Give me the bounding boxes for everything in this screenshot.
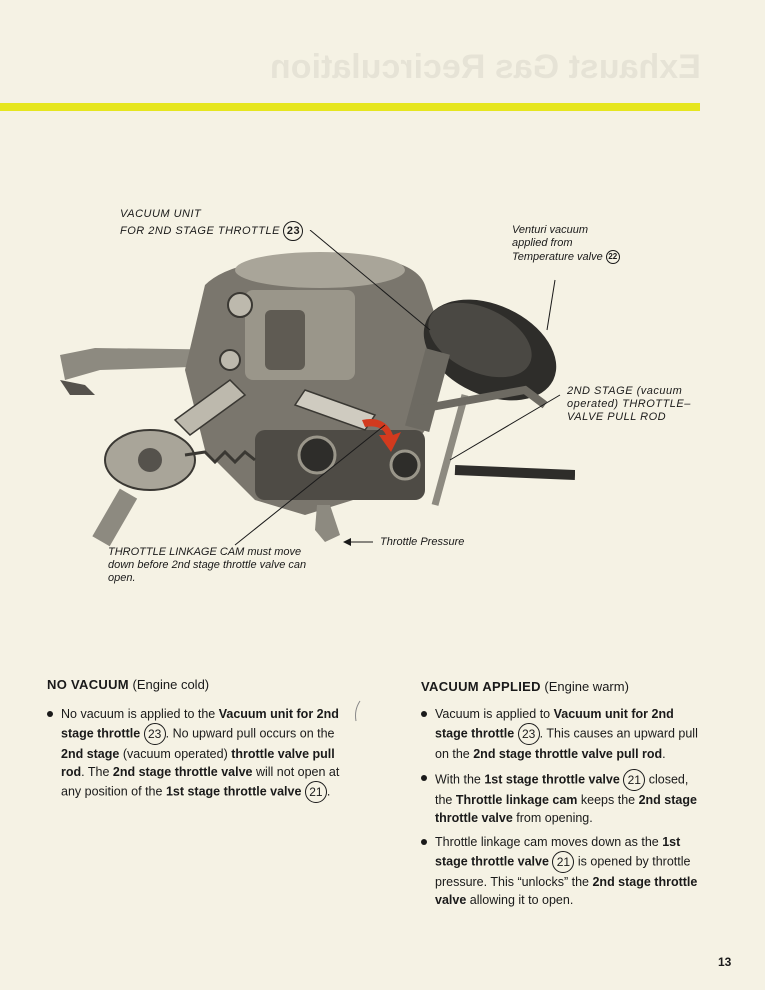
callout-throttle-pressure: Throttle Pressure [380, 536, 465, 548]
list-item: With the 1st stage throttle valve 21 closed, the Throttle linkage cam keeps the 2nd stage throttle valve from opening. [421, 769, 706, 827]
linkage-cam [299, 437, 335, 473]
item-number-23: 23 [518, 723, 540, 745]
no-vacuum-list [47, 705, 347, 809]
carburetor-top [235, 252, 405, 288]
callout-vacuum-unit: VACUUM UNIT FOR 2ND STAGE THROTTLE 23 [120, 208, 303, 241]
bleed-through-title: Exhaust Gas Recirculation [270, 48, 701, 86]
callout-venturi-vacuum: Venturi vacuum applied from Temperature valve 22 [512, 224, 620, 264]
heading-no-vacuum: NO VACUUM (Engine cold) [47, 677, 210, 692]
pencil-mark [352, 700, 362, 722]
item-number-21: 21 [552, 851, 574, 873]
item-number-23: 23 [283, 221, 303, 241]
item-number-21: 21 [623, 769, 645, 791]
pull-rod [435, 395, 465, 505]
heading-vacuum-applied: VACUUM APPLIED (Engine warm) [421, 679, 629, 694]
list-item: Vacuum is applied to Vacuum unit for 2nd stage throttle 23 . This causes an upward pull on the 2nd stage throttle valve pull rod. [421, 705, 706, 763]
callout-linkage-cam: THROTTLE LINKAGE CAM must move down before 2nd stage throttle valve can open. [108, 546, 307, 584]
callout-pull-rod: 2ND STAGE (vacuum operated) THROTTLE– VALVE PULL ROD [567, 385, 691, 423]
item-number-23: 23 [144, 723, 166, 745]
list-item: Throttle linkage cam moves down as the 1st stage throttle valve 21 is opened by throttle pressure. This “unlocks” the 2nd stage throttle valve allowing it to open. [421, 833, 706, 909]
item-number-21: 21 [305, 781, 327, 803]
item-number-22: 22 [606, 250, 620, 264]
carburetor-photo [55, 230, 575, 550]
list-item: No vacuum is applied to the Vacuum unit for 2nd stage throttle 23 . No upward pull occurs on the 2nd stage (vacuum operated) throttle valve pull rod. The 2nd stage throttle valve will not open at any position of the 1st stage throttle valve 21 . [47, 705, 347, 803]
page-number: 13 [718, 955, 732, 969]
vacuum-applied-list [421, 705, 706, 915]
yellow-header-rule [0, 103, 700, 111]
